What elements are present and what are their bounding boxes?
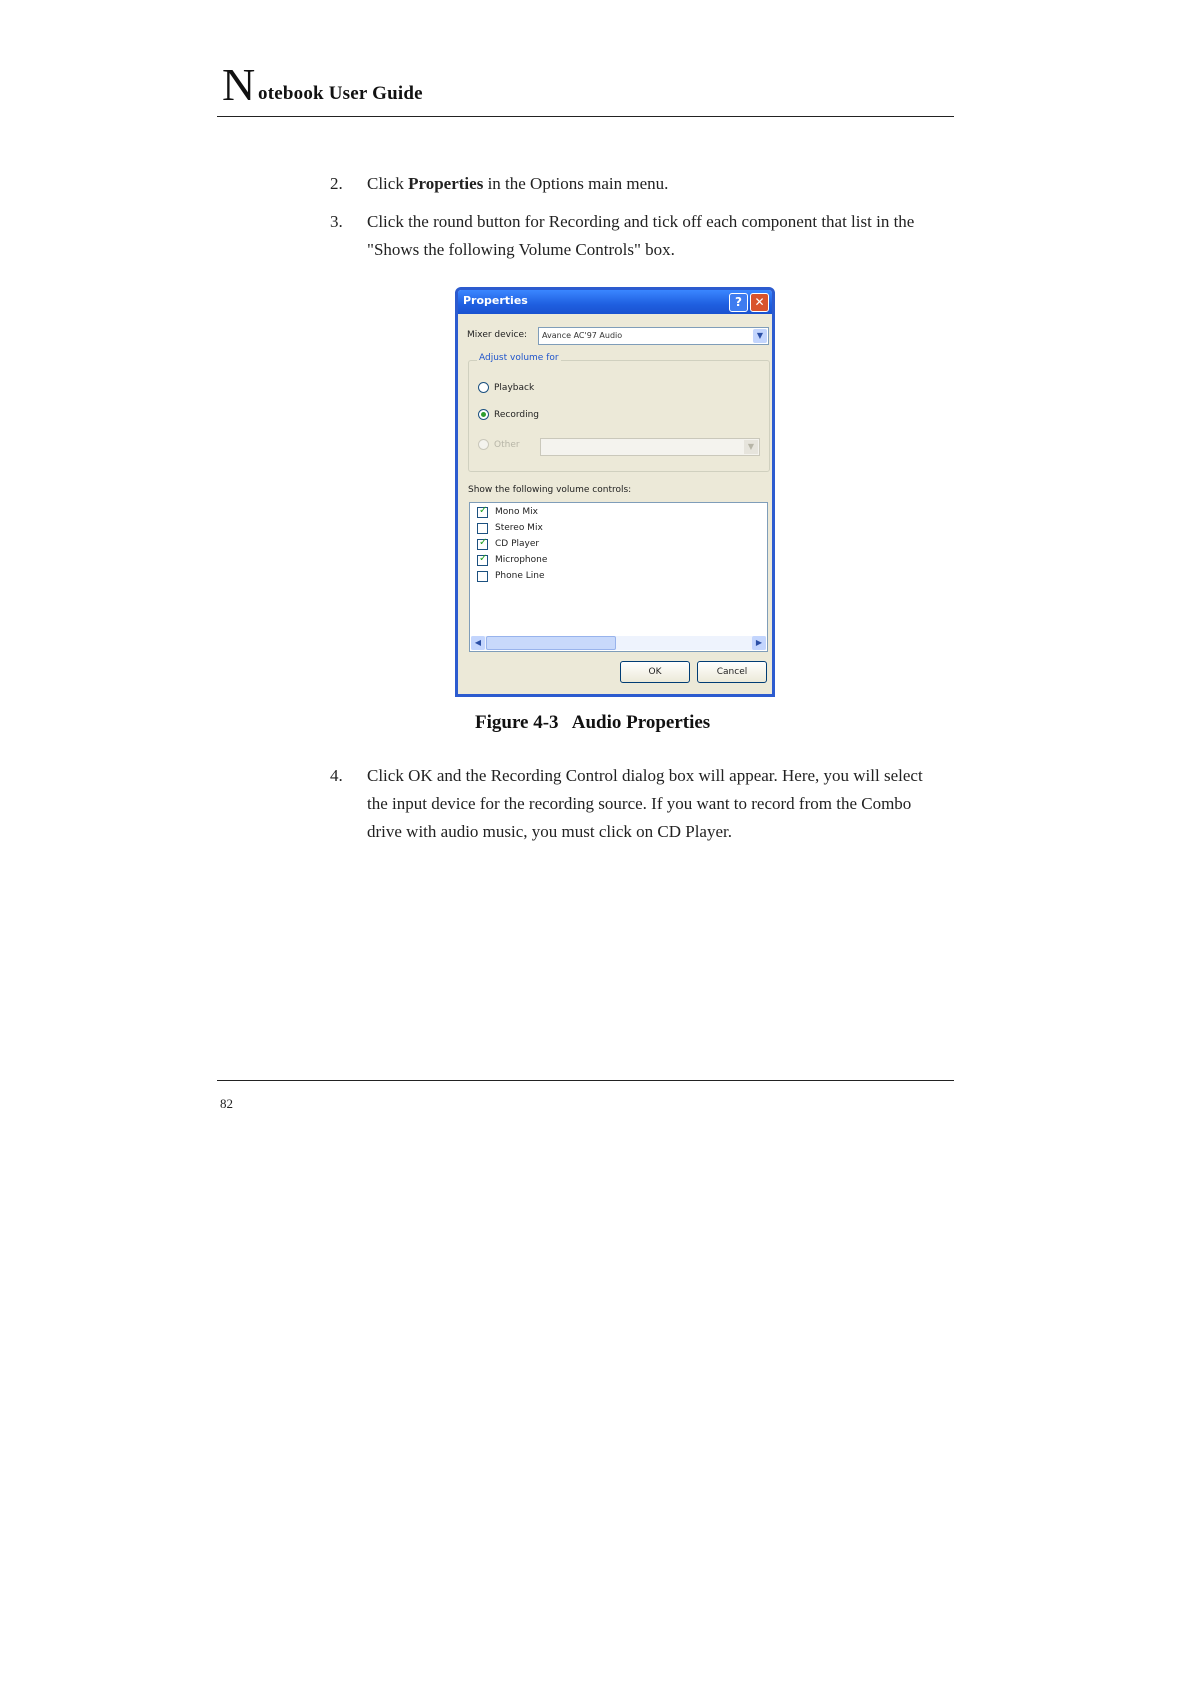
cancel-button[interactable]: Cancel [697,661,767,683]
step-text-prefix: Click [367,174,409,193]
check-icon: ✓ [479,553,488,564]
step-number: 4. [330,766,343,785]
footer-divider [217,1080,954,1081]
close-button[interactable]: ✕ [750,293,769,312]
scroll-right-icon[interactable]: ▶ [752,636,766,650]
adjust-volume-label: Adjust volume for [479,353,559,363]
phone-line-label: Phone Line [495,571,545,581]
mixer-device-value: Avance AC'97 Audio [542,331,623,340]
help-button[interactable]: ? [729,293,748,312]
header-initial: N [222,59,256,110]
page-number: 82 [220,1096,233,1111]
figure-caption: Figure 4-3 Audio Properties [475,712,711,733]
chevron-down-icon: ▼ [744,440,758,454]
step-text: Click the round button for Recording and tick off each component that list in the "Shows the following Volume Controls" box. [367,212,915,259]
mixer-device-select[interactable] [538,327,769,345]
microphone-label: Microphone [495,555,548,565]
scroll-left-icon[interactable]: ◀ [471,636,485,650]
page-header [217,58,954,117]
step-number: 2. [330,174,343,193]
horizontal-scrollbar[interactable] [471,636,766,650]
other-label: Other [494,440,520,450]
step-text: Click OK and the Recording Control dialog box will appear. Here, you will select the input device for the recording source. If you want to record from the Combo drive with audio music, you must click on CD Player. [367,766,923,841]
step-text [367,170,947,198]
check-icon: ✓ [479,537,488,548]
step-text-bold: Properties [408,174,484,193]
cd-player-label: CD Player [495,539,540,549]
scrollbar-thumb[interactable] [486,636,616,650]
recording-radio[interactable] [478,409,489,420]
show-controls-label: Show the following volume controls: [468,485,632,495]
playback-radio[interactable] [478,382,489,393]
dialog-titlebar [458,290,772,314]
mono-mix-checkbox[interactable] [477,507,488,518]
dialog-title: Properties [463,294,528,307]
properties-dialog [455,287,775,697]
volume-controls-list[interactable] [469,502,768,652]
radio-selected-dot [481,412,486,417]
stereo-mix-checkbox[interactable] [477,523,488,534]
microphone-checkbox[interactable] [477,555,488,566]
mono-mix-label: Mono Mix [495,507,538,517]
stereo-mix-label: Stereo Mix [495,523,543,533]
phone-line-checkbox[interactable] [477,571,488,582]
step-text-suffix: in the Options main menu. [483,174,669,193]
recording-label: Recording [494,410,540,420]
header-title: otebook User Guide [258,83,423,104]
cd-player-checkbox[interactable] [477,539,488,550]
playback-label: Playback [494,383,535,393]
mixer-device-label: Mixer device: [467,330,528,340]
chevron-down-icon[interactable]: ▼ [753,329,767,343]
other-radio [478,439,489,450]
ok-button[interactable]: OK [620,661,690,683]
check-icon: ✓ [479,505,488,516]
other-select [540,438,760,456]
step-number: 3. [330,212,343,231]
